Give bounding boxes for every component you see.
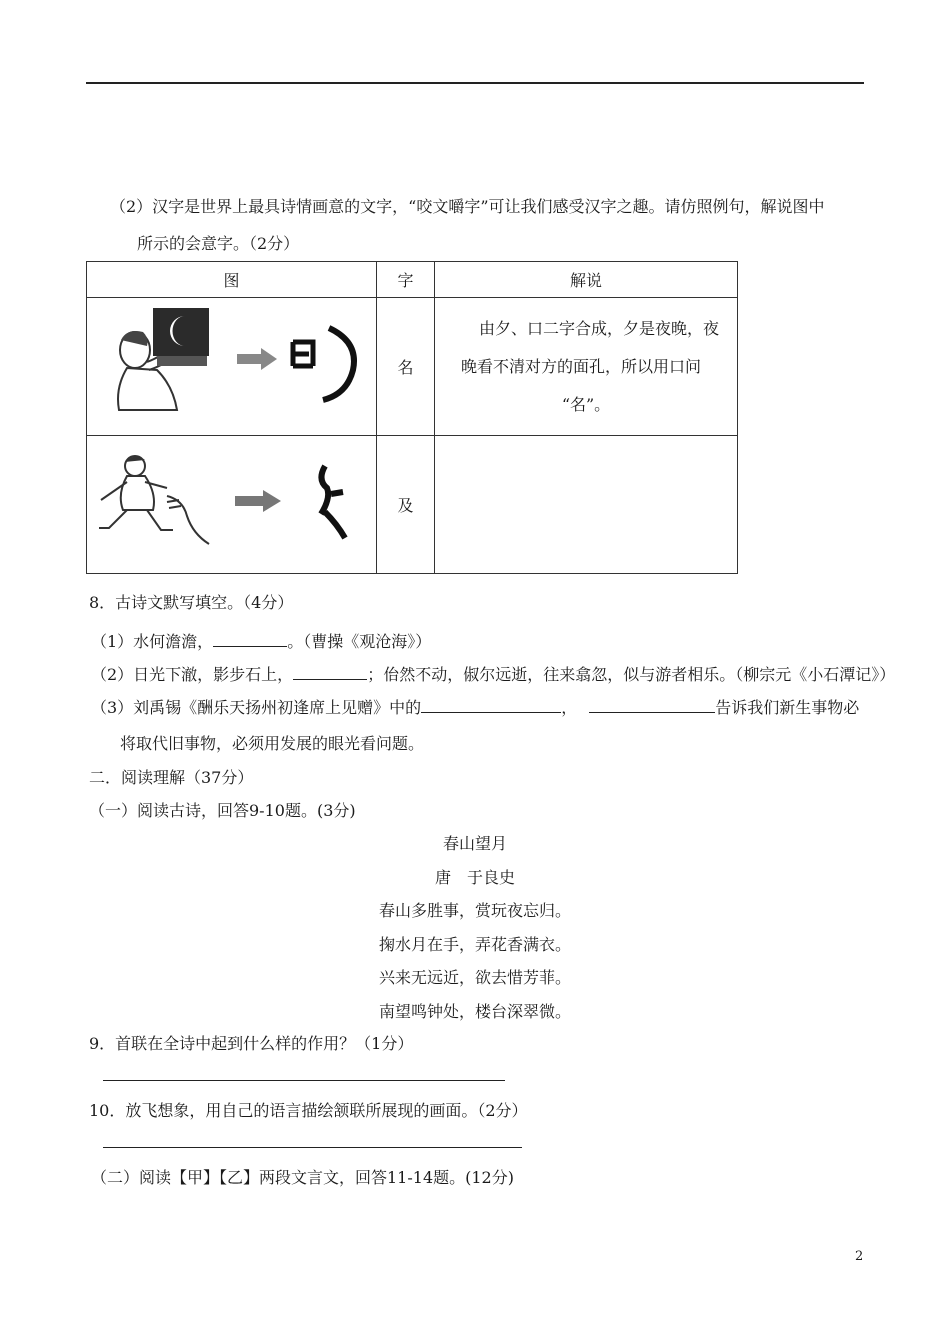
char-ji: 及 xyxy=(377,436,435,574)
header-rule xyxy=(86,82,864,84)
ming-illustration xyxy=(87,298,376,431)
poem-line-4: 南望鸣钟处，楼台深翠微。 xyxy=(378,1002,571,1021)
header-character: 字 xyxy=(377,262,435,298)
explain-ming-line3: “名”。 xyxy=(561,394,611,414)
q8-line1: （1）水何澹澹， 。（曹操《观沧海》） xyxy=(91,628,431,652)
ji-illustration xyxy=(87,436,376,569)
picture-ming xyxy=(87,298,377,436)
character-table xyxy=(86,261,738,574)
q8-blank-2[interactable] xyxy=(293,661,367,680)
poem-line-3: 兴来无远近，欲去惜芳菲。 xyxy=(378,968,571,987)
picture-ji xyxy=(87,436,377,574)
explain-ming-line1: 由夕、口二字合成，夕是夜晚，夜 xyxy=(479,318,720,338)
header-picture: 图 xyxy=(87,262,377,298)
q8-line3: （3）刘禹锡《酬乐天扬州初逢席上见赠》中的 ， 告诉我们新生事物必 xyxy=(91,694,859,718)
q10-text: 10．放飞想象，用自己的语言描绘颔联所展现的画面。（2分） xyxy=(89,1101,528,1120)
page-number: 2 xyxy=(855,1249,864,1264)
poem-author: 唐 于良史 xyxy=(434,868,515,887)
explain-ming xyxy=(435,298,738,436)
q8-title: 8．古诗文默写填空。（4分） xyxy=(89,593,294,612)
explain-ji-answer-box[interactable] xyxy=(435,436,738,574)
section2-title: 二．阅读理解（37分） xyxy=(89,768,254,787)
q8-line3-cont: 将取代旧事物，必须用发展的眼光看问题。 xyxy=(120,734,425,753)
poem-line-2: 掬水月在手，弄花香满衣。 xyxy=(378,935,571,954)
q7-2-line2: 所示的会意字。（2分） xyxy=(137,234,300,253)
q8-blank-4[interactable] xyxy=(589,694,715,713)
q8-line2: （2）日光下澈，影步石上， ；佁然不动，俶尔远逝，往来翕忽，似与游者相乐。（柳宗元《小石潭记》） xyxy=(91,661,895,685)
q9-answer-line[interactable] xyxy=(103,1080,505,1081)
header-explain: 解说 xyxy=(435,262,738,298)
poem-line-1: 春山多胜事，赏玩夜忘归。 xyxy=(378,901,571,920)
part2-title: （二）阅读【甲】【乙】两段文言文，回答11-14题。(12分) xyxy=(91,1168,514,1187)
q8-blank-1[interactable] xyxy=(213,628,287,647)
q8-blank-3[interactable] xyxy=(421,694,561,713)
poem-title: 春山望月 xyxy=(442,834,507,853)
section2-part1: （一）阅读古诗，回答9-10题。(3分) xyxy=(89,801,356,820)
char-ming: 名 xyxy=(377,298,435,436)
q10-answer-line[interactable] xyxy=(103,1147,522,1148)
explain-ming-line2: 晚看不清对方的面孔，所以用口问 xyxy=(461,356,702,376)
q9-text: 9．首联在全诗中起到什么样的作用？（1分） xyxy=(89,1034,414,1053)
q7-2-line1: （2）汉字是世界上最具诗情画意的文字，“咬文嚼字”可让我们感受汉字之趣。请仿照例句，解说图中 xyxy=(110,197,825,216)
